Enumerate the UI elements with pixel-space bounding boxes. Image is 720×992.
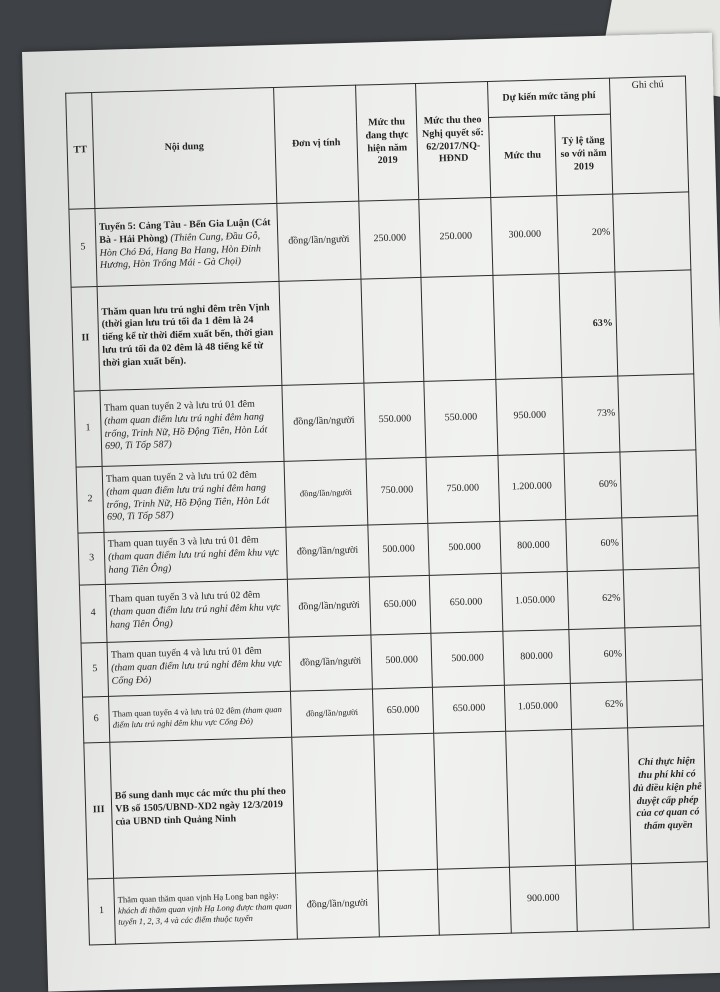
row-tt: 1: [74, 390, 102, 467]
row-tt: 5: [69, 209, 97, 288]
row-tt: 5: [81, 642, 108, 697]
header-tt: TT: [66, 93, 95, 210]
row-resolution: [421, 275, 496, 381]
row-planned: 1.200.000: [498, 454, 566, 522]
row-rate: 60%: [566, 518, 623, 572]
row-resolution: 250.000: [419, 197, 493, 277]
header-content: Nội dung: [92, 87, 277, 208]
row-resolution: 650.000: [429, 573, 503, 633]
row-current: 250.000: [359, 199, 421, 279]
row-planned: 800.000: [500, 519, 567, 573]
row-content: [114, 873, 298, 944]
row-rate: 73%: [562, 376, 620, 454]
row-content: [97, 281, 282, 390]
row-title: Bổ sung danh mục các mức thu phí theo VB số 1505/UBND-XD2 ngày 12/3/2019 của UBND tỉnh Quảng Ninh: [114, 786, 286, 828]
row-current: 650.000: [372, 687, 433, 735]
row-note: [618, 374, 696, 452]
row-unit: đồng/lần/người: [284, 459, 368, 527]
row-rate: 62%: [570, 682, 627, 730]
row-planned: [493, 274, 562, 380]
row-current: [361, 277, 424, 383]
row-content: [107, 637, 290, 696]
row-unit: đồng/lần/người: [296, 871, 380, 939]
row-tt: 4: [79, 584, 107, 643]
row-content: [95, 203, 279, 286]
header-current-fee: Mức thu đang thực hiện năm 2019: [356, 84, 419, 202]
row-content: [110, 737, 296, 878]
row-detail: (tham quan điểm lưu trú nghỉ đêm khu vực hang Tiên Ông): [107, 547, 280, 576]
header-planned-group: Dự kiến mức tăng phí: [488, 78, 611, 117]
row-tt: III: [84, 742, 114, 879]
row-unit: đồng/lần/người: [277, 201, 361, 281]
row-rate: 63%: [559, 272, 618, 378]
row-detail: (Thiên Cung, Đầu Gỗ, Hòn Chó Đá, Hang Ba Hang, Hòn Đỉnh Hương, Hòn Trống Mái - Gà Chọi): [99, 230, 262, 272]
row-note: [631, 862, 709, 930]
row-note: Chỉ thực hiện thu phí khi có đủ điều kiện phê duyệt cấp phép của cơ quan có thẩm quyền: [628, 726, 708, 864]
header-resolution-fee: Mức thu theo Nghị quyết số: 62/2017/NQ-HĐND: [416, 82, 491, 200]
row-title: Tham quan tuyến 3 và lưu trú 01 đêm: [107, 534, 259, 551]
row-note: [613, 192, 691, 272]
row-unit: [292, 735, 378, 873]
row-current: 550.000: [364, 381, 426, 459]
row-resolution: 750.000: [426, 455, 500, 523]
row-unit: đồng/lần/người: [282, 383, 366, 461]
row-planned: 1.050.000: [501, 571, 569, 631]
row-resolution: 500.000: [428, 521, 501, 575]
header-unit: Đơn vị tính: [274, 85, 359, 203]
row-note: [615, 270, 694, 376]
row-current: 500.000: [368, 523, 429, 577]
row-planned: 900.000: [509, 865, 577, 933]
row-title: Tham quan tuyến 2 và lưu trú 02 đêm: [105, 469, 258, 485]
row-current: 500.000: [371, 633, 432, 689]
row-title: Thăm quan lưu trú nghỉ đêm trên Vịnh (thời gian lưu trú tối đa 1 đêm là 24 tiếng kể từ thời điểm xuất bến, thời gian lưu trú tối đa 02 đêm là 48 tiếng kể từ thời gian xuất bến).: [101, 301, 274, 369]
row-title: Tham quan tuyến 2 và lưu trú 01 đêm: [103, 398, 256, 414]
row-planned: 800.000: [503, 629, 570, 685]
row-unit: đồng/lần/người: [289, 635, 372, 691]
row-current: [378, 869, 440, 937]
row-title: Tham quan tuyến 4 và lưu trú 02 đêm: [112, 704, 241, 719]
row-content: [109, 691, 292, 742]
row-resolution: [437, 867, 511, 935]
row-title: Tham quan tuyến 3 và lưu trú 02 đêm: [109, 589, 261, 606]
row-planned: [506, 729, 576, 867]
row-current: 750.000: [366, 457, 428, 525]
row-content: [104, 527, 287, 584]
row-unit: đồng/lần/người: [290, 689, 373, 737]
row-detail: (tham quan điểm lưu trú nghỉ đêm khu vực Cống Đỏ): [112, 703, 282, 730]
row-current: 650.000: [369, 575, 431, 635]
row-tt: II: [71, 286, 100, 391]
row-rate: [575, 864, 633, 932]
row-resolution: 650.000: [432, 685, 505, 733]
row-unit: [279, 279, 364, 385]
section-row: [71, 270, 694, 391]
row-rate: 60%: [569, 628, 626, 684]
row-rate: 20%: [557, 194, 615, 274]
header-increase-rate: Tỷ lệ tăng so với năm 2019: [554, 114, 612, 196]
section-row: [84, 726, 708, 879]
row-detail: (tham quan điểm lưu trú nghỉ đêm khu vực hang Tiên Ông): [109, 602, 281, 631]
row-detail: khách đi thăm quan vịnh Hạ Long được tham quan tuyến 1, 2, 3, 4 và các điểm thuộc tuyến: [117, 900, 292, 927]
row-detail: (tham quan điểm lưu trú nghỉ đêm hang trống, Trinh Nữ, Hồ Động Tiên, Hòn Lát 690, Ti Tốp 587): [104, 411, 268, 453]
fee-table: [65, 75, 710, 945]
row-tt: 6: [83, 696, 110, 743]
row-resolution: 500.000: [431, 631, 504, 687]
row-note: [622, 516, 699, 570]
row-content: [105, 579, 289, 642]
row-unit: đồng/lần/người: [286, 525, 369, 579]
document-page: [22, 33, 720, 992]
row-title: Tham quan tuyến 4 và lưu trú 01 đêm: [110, 645, 262, 662]
header-note: Ghi chú: [609, 76, 688, 194]
row-planned: 950.000: [496, 378, 564, 456]
row-title: Tuyến 5: Cảng Tàu - Bến Gia Luận (Cát Bà - Hải Phòng): [98, 217, 271, 246]
row-title: Thăm quan thăm quan vịnh Hạ Long ban ngày:: [117, 890, 279, 905]
row-planned: 300.000: [491, 196, 559, 276]
row-note: [625, 626, 702, 682]
row-tt: 1: [88, 878, 116, 945]
row-note: [626, 680, 703, 728]
row-detail: (tham quan điểm lưu trú nghỉ đêm hang trống, Trinh Nữ, Hồ Động Tiên, Hòn Lát 690, Ti Tốp 587): [106, 482, 270, 524]
header-planned-fee: Mức thu: [489, 116, 557, 198]
row-resolution: 550.000: [424, 379, 498, 457]
row-current: [374, 733, 438, 871]
row-resolution: [434, 731, 510, 869]
row-detail: (tham quan điểm lưu trú nghỉ đêm khu vực Cống Đỏ): [111, 658, 283, 687]
row-unit: đồng/lần/người: [287, 577, 371, 637]
row-content: [102, 461, 286, 532]
row-note: [623, 568, 701, 628]
row-tt: 2: [76, 466, 104, 533]
row-rate: 60%: [564, 452, 622, 520]
row-tt: 3: [78, 532, 105, 585]
row-planned: 1.050.000: [504, 683, 571, 731]
row-rate: [572, 728, 632, 866]
row-rate: 62%: [567, 570, 625, 630]
row-content: [100, 385, 284, 466]
row-note: [620, 450, 698, 518]
